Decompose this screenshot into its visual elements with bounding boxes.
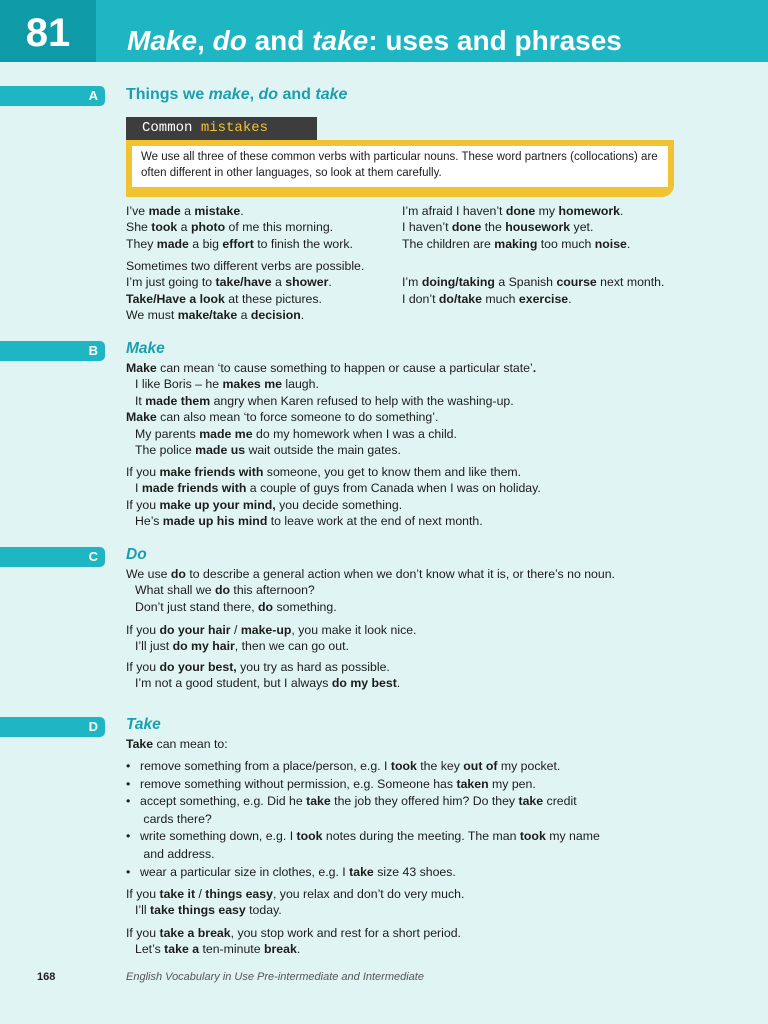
unit-header: [0, 0, 768, 62]
text-line: Sometimes two different verbs are possible.: [126, 259, 365, 273]
unit-number: 81: [0, 0, 96, 62]
common-mistakes-text: We use all three of these common verbs with particular nouns. These word partners (collocations) are often different in other languages, so look at them carefully.: [132, 146, 668, 187]
text-line: • write something down, e.g. I took notes during the meeting. The man took my name and address.: [126, 829, 600, 861]
text-line: I like Boris – he makes me laugh.: [135, 377, 319, 392]
text-line: We must make/take a decision.: [126, 308, 305, 323]
text-line: Make can also mean ‘to force someone to do something’.: [126, 410, 439, 425]
text-line: My parents made me do my homework when I was a child.: [135, 426, 457, 441]
common-mistakes-box: [126, 140, 674, 197]
section-b-title: Make: [126, 340, 165, 357]
section-d-take-break: [126, 925, 461, 958]
section-c-do-best: [126, 659, 400, 692]
section-d-title: Take: [126, 716, 161, 733]
text-line: I’m not a good student, but I always do my best.: [135, 676, 401, 691]
text-line: Don’t just stand there, do something.: [135, 599, 337, 614]
text-line: He’s made up his mind to leave work at the end of next month.: [135, 514, 483, 529]
text-line: Let’s take a ten-minute break.: [135, 942, 301, 957]
unit-title: Make, do and take: uses and phrases: [127, 25, 622, 56]
text-line: If you take a break, you stop work and rest for a short period.: [126, 926, 461, 940]
section-a-tab: A: [0, 86, 105, 106]
text-line: If you make friends with someone, you get to know them and like them.: [126, 465, 522, 479]
text-line: [402, 258, 664, 274]
section-d-intro: Take can mean to:: [126, 737, 228, 751]
text-line: • accept something, e.g. Did he take the job they offered him? Do they take credit cards there?: [126, 794, 577, 826]
text-line: I’m just going to take/have a shower.: [126, 275, 332, 290]
text-line: • remove something from a place/person, e.g. I took the key out of my pocket.: [126, 759, 561, 773]
text-line: She took a photo of me this morning.: [126, 220, 334, 235]
text-line: I’m doing/taking a Spanish course next month.: [402, 275, 665, 290]
section-b-tab: B: [0, 341, 105, 361]
text-line: • remove something without permission, e.g. Someone has taken my pen.: [126, 776, 536, 791]
section-a-title: Things we make, do and take: [126, 86, 348, 103]
section-a-alternatives-right: [402, 258, 664, 307]
text-line: I’m afraid I haven’t done my homework.: [402, 204, 624, 218]
text-line: The children are making too much noise.: [402, 236, 631, 251]
text-line: They made a big effort to finish the work.: [126, 236, 353, 251]
section-c-do-hair: [126, 622, 416, 655]
text-line: Make can mean ‘to cause something to happen or cause a particular state’.: [126, 361, 537, 375]
common-mistakes-label: Common mistakes: [126, 117, 317, 140]
section-a-examples-left: [126, 203, 353, 252]
book-title: English Vocabulary in Use Pre-intermediate and Intermediate: [126, 971, 424, 983]
text-line: I’ll just do my hair, then we can go out.: [135, 639, 349, 654]
text-line: I don’t do/take much exercise.: [402, 291, 572, 306]
section-d-tab: D: [0, 717, 105, 737]
section-c-do-general: [126, 566, 615, 615]
text-line: We use do to describe a general action when we don’t know what it is, or there’s no noun.: [126, 567, 615, 581]
text-line: The police made us wait outside the main gates.: [135, 443, 401, 458]
text-line: What shall we do this afternoon?: [135, 583, 315, 598]
text-line: I haven’t done the housework yet.: [402, 220, 594, 235]
text-line: I made friends with a couple of guys from Canada when I was on holiday.: [135, 481, 541, 496]
text-line: I’ve made a mistake.: [126, 204, 244, 218]
section-c-tab: C: [0, 547, 105, 567]
text-line: It made them angry when Karen refused to help with the washing-up.: [135, 393, 514, 408]
section-b-make-phrases: [126, 464, 541, 530]
page-number: 168: [37, 971, 56, 983]
text-line: Take/Have a look at these pictures.: [126, 291, 322, 306]
text-line: If you take it / things easy, you relax and don’t do very much.: [126, 887, 465, 901]
section-a-alternatives-left: [126, 258, 364, 324]
text-line: If you do your best, you try as hard as possible.: [126, 660, 390, 674]
section-b-make-cause: [126, 360, 536, 458]
text-line: • wear a particular size in clothes, e.g. I take size 43 shoes.: [126, 864, 456, 879]
text-line: If you make up your mind, you decide something.: [126, 497, 403, 512]
text-line: If you do your hair / make-up, you make it look nice.: [126, 623, 417, 637]
section-c-title: Do: [126, 546, 147, 563]
section-d-take-easy: [126, 886, 464, 919]
text-line: I’ll take things easy today.: [135, 903, 282, 918]
section-d-bullet-list: [126, 758, 600, 881]
section-a-examples-right: [402, 203, 630, 252]
